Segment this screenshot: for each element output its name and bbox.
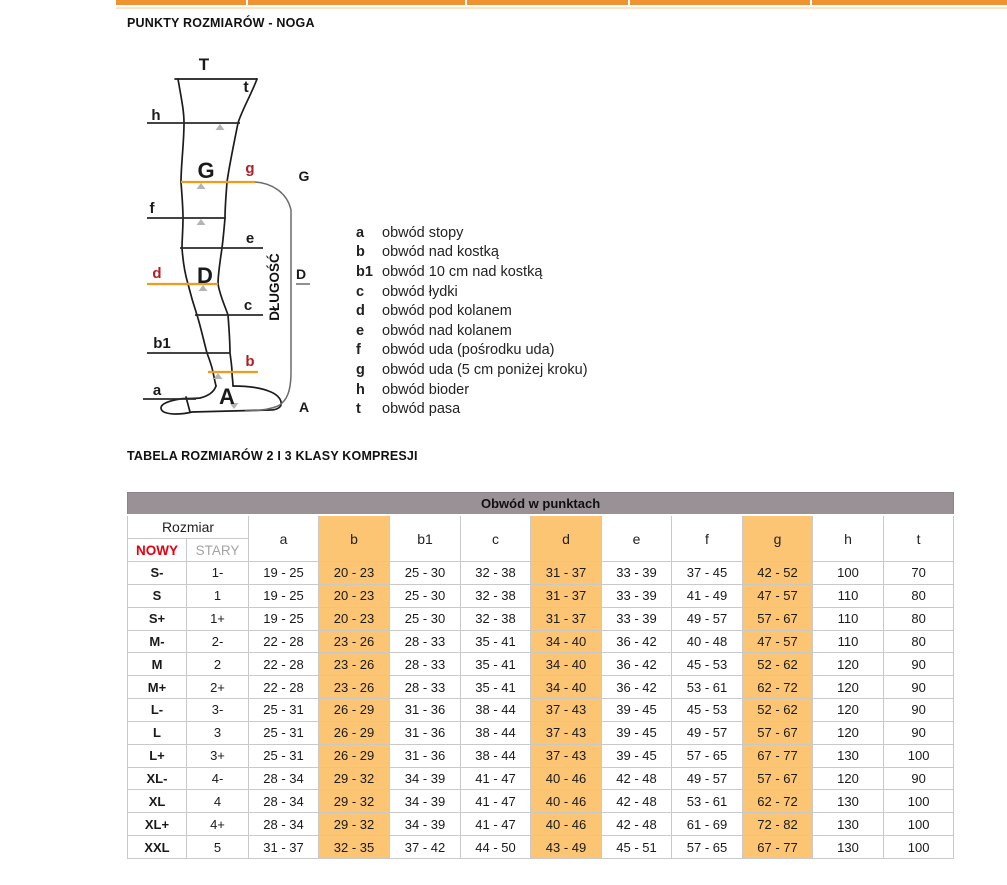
cell-h: 130 (813, 744, 884, 767)
cell-size-new: M (128, 653, 187, 676)
point-label-D: D (197, 263, 213, 288)
cell-b1: 34 - 39 (390, 790, 461, 813)
cell-size-old: 2- (187, 630, 249, 653)
cell-a: 28 - 34 (249, 790, 319, 813)
cell-size-old: 3- (187, 699, 249, 722)
length-axis-label: DŁUGOŚĆ (267, 253, 282, 321)
cell-a: 25 - 31 (249, 744, 319, 767)
cell-a: 31 - 37 (249, 836, 319, 859)
cell-size-old: 5 (187, 836, 249, 859)
point-label-G: G (197, 158, 215, 183)
legend-item (356, 380, 588, 400)
cell-e: 36 - 42 (602, 630, 672, 653)
cell-size-new: L+ (128, 744, 187, 767)
section-title-table: TABELA ROZMIARÓW 2 I 3 KLASY KOMPRESJI (127, 449, 418, 463)
cell-c: 44 - 50 (461, 836, 531, 859)
cell-c: 35 - 41 (461, 676, 531, 699)
legend-item (356, 243, 588, 263)
cell-c: 41 - 47 (461, 813, 531, 836)
cell-b1: 31 - 36 (390, 744, 461, 767)
cell-size-old: 1- (187, 562, 249, 585)
table-row (128, 699, 954, 722)
cell-t: 80 (884, 584, 954, 607)
cell-b1: 28 - 33 (390, 630, 461, 653)
legend-key: a (356, 224, 365, 241)
cell-t: 90 (884, 767, 954, 790)
cell-f: 61 - 69 (672, 813, 743, 836)
legend-item (356, 399, 588, 419)
cell-e: 33 - 39 (602, 584, 672, 607)
column-header-h: h (813, 515, 884, 562)
cell-d: 40 - 46 (531, 790, 602, 813)
legend-description: obwód bioder (382, 381, 470, 398)
legend-key: c (356, 283, 365, 300)
point-label-a: a (152, 382, 162, 399)
cell-size-old: 4+ (187, 813, 249, 836)
legend-list (356, 223, 588, 419)
cell-b1: 28 - 33 (390, 676, 461, 699)
cell-h: 130 (813, 836, 884, 859)
cell-a: 22 - 28 (249, 653, 319, 676)
cell-t: 90 (884, 653, 954, 676)
cell-b: 29 - 32 (319, 790, 390, 813)
cell-f: 53 - 61 (672, 676, 743, 699)
cell-size-new: XL (128, 790, 187, 813)
cell-e: 42 - 48 (602, 767, 672, 790)
table-row (128, 813, 954, 836)
legend-item (356, 301, 588, 321)
cell-d: 34 - 40 (531, 653, 602, 676)
cell-g: 67 - 77 (743, 744, 813, 767)
column-header-b1: b1 (390, 515, 461, 562)
cell-e: 39 - 45 (602, 744, 672, 767)
legend-item (356, 223, 588, 243)
point-label-h: h (151, 107, 161, 124)
cell-h: 130 (813, 790, 884, 813)
cell-a: 19 - 25 (249, 562, 319, 585)
cell-c: 35 - 41 (461, 630, 531, 653)
bracket-label-G: G (298, 168, 310, 184)
cell-f: 57 - 65 (672, 836, 743, 859)
point-label-t: t (243, 79, 249, 96)
cell-a: 22 - 28 (249, 630, 319, 653)
legend-description: obwód łydki (382, 283, 458, 300)
cell-g: 57 - 67 (743, 767, 813, 790)
cell-f: 40 - 48 (672, 630, 743, 653)
legend-item (356, 341, 588, 361)
table-row (128, 744, 954, 767)
size-column-header: Rozmiar (128, 515, 249, 539)
cell-g: 57 - 67 (743, 721, 813, 744)
cell-d: 31 - 37 (531, 562, 602, 585)
cell-t: 90 (884, 676, 954, 699)
leg-measurement-diagram (135, 55, 315, 420)
cell-e: 39 - 45 (602, 699, 672, 722)
cell-size-new: S+ (128, 607, 187, 630)
cell-size-old: 4 (187, 790, 249, 813)
cell-t: 90 (884, 699, 954, 722)
cell-size-old: 2+ (187, 676, 249, 699)
cell-h: 110 (813, 630, 884, 653)
cell-b: 26 - 29 (319, 744, 390, 767)
cell-h: 120 (813, 767, 884, 790)
legend-item (356, 360, 588, 380)
cell-d: 34 - 40 (531, 676, 602, 699)
cell-b1: 34 - 39 (390, 767, 461, 790)
cell-g: 62 - 72 (743, 790, 813, 813)
cell-b1: 34 - 39 (390, 813, 461, 836)
cell-size-new: XL+ (128, 813, 187, 836)
cell-b1: 25 - 30 (390, 562, 461, 585)
bracket-label-A: A (298, 399, 310, 415)
cell-e: 42 - 48 (602, 813, 672, 836)
cell-d: 40 - 46 (531, 767, 602, 790)
cell-f: 49 - 57 (672, 607, 743, 630)
cell-b: 23 - 26 (319, 630, 390, 653)
legend-description: obwód nad kostką (382, 244, 499, 261)
legend-description: obwód 10 cm nad kostką (382, 263, 543, 280)
column-header-c: c (461, 515, 531, 562)
cell-h: 120 (813, 653, 884, 676)
cell-g: 52 - 62 (743, 653, 813, 676)
nav-underline (116, 7, 1007, 9)
cell-b: 26 - 29 (319, 699, 390, 722)
cell-size-new: M- (128, 630, 187, 653)
cell-size-new: S- (128, 562, 187, 585)
cell-t: 80 (884, 607, 954, 630)
cell-f: 45 - 53 (672, 653, 743, 676)
cell-b: 26 - 29 (319, 721, 390, 744)
cell-c: 32 - 38 (461, 562, 531, 585)
legend-description: obwód pasa (382, 401, 461, 418)
column-header-e: e (602, 515, 672, 562)
cell-h: 120 (813, 721, 884, 744)
cell-a: 19 - 25 (249, 607, 319, 630)
cell-g: 42 - 52 (743, 562, 813, 585)
cell-e: 36 - 42 (602, 676, 672, 699)
cell-b1: 37 - 42 (390, 836, 461, 859)
cell-size-new: L- (128, 699, 187, 722)
cell-g: 47 - 57 (743, 584, 813, 607)
table-row (128, 767, 954, 790)
nav-tab-segment-3[interactable] (467, 0, 628, 5)
column-header-new: NOWY (128, 539, 187, 562)
cell-f: 49 - 57 (672, 721, 743, 744)
cell-b: 23 - 26 (319, 653, 390, 676)
cell-d: 37 - 43 (531, 744, 602, 767)
cell-a: 25 - 31 (249, 721, 319, 744)
cell-c: 32 - 38 (461, 584, 531, 607)
cell-g: 57 - 67 (743, 607, 813, 630)
cell-b1: 25 - 30 (390, 584, 461, 607)
table-row (128, 562, 954, 585)
size-table (127, 492, 954, 859)
table-subheader-row (128, 515, 954, 539)
column-header-old: STARY (187, 539, 249, 562)
cell-t: 100 (884, 813, 954, 836)
point-label-c: c (243, 297, 253, 314)
nav-tab-segment-5[interactable] (812, 0, 1007, 5)
cell-g: 52 - 62 (743, 699, 813, 722)
cell-t: 100 (884, 744, 954, 767)
column-header-a: a (249, 515, 319, 562)
legend-description: obwód nad kolanem (382, 322, 512, 339)
cell-a: 28 - 34 (249, 813, 319, 836)
table-row (128, 607, 954, 630)
table-row (128, 836, 954, 859)
legend-description: obwód pod kolanem (382, 303, 512, 320)
cell-b: 29 - 32 (319, 767, 390, 790)
cell-g: 62 - 72 (743, 676, 813, 699)
table-row (128, 676, 954, 699)
cell-b: 20 - 23 (319, 584, 390, 607)
cell-size-old: 4- (187, 767, 249, 790)
column-header-d: d (531, 515, 602, 562)
cell-c: 32 - 38 (461, 607, 531, 630)
cell-t: 100 (884, 790, 954, 813)
cell-d: 37 - 43 (531, 721, 602, 744)
legend-key: d (356, 303, 365, 320)
cell-size-old: 3 (187, 721, 249, 744)
cell-b: 20 - 23 (319, 607, 390, 630)
cell-g: 47 - 57 (743, 630, 813, 653)
cell-e: 33 - 39 (602, 562, 672, 585)
table-caption-row (128, 493, 954, 516)
point-label-d: d (152, 265, 162, 282)
legend-description: obwód stopy (382, 224, 464, 241)
cell-b1: 25 - 30 (390, 607, 461, 630)
size-table-body (128, 562, 954, 859)
cell-h: 110 (813, 584, 884, 607)
table-row (128, 584, 954, 607)
cell-d: 40 - 46 (531, 813, 602, 836)
bracket-label-D: D (295, 266, 307, 282)
cell-size-old: 1 (187, 584, 249, 607)
legend-description: obwód uda (pośrodku uda) (382, 342, 555, 359)
cell-b: 23 - 26 (319, 676, 390, 699)
column-header-b: b (319, 515, 390, 562)
cell-g: 72 - 82 (743, 813, 813, 836)
cell-h: 120 (813, 699, 884, 722)
legend-key: g (356, 361, 365, 378)
legend-item (356, 282, 588, 302)
cell-t: 80 (884, 630, 954, 653)
cell-c: 38 - 44 (461, 721, 531, 744)
cell-b1: 31 - 36 (390, 721, 461, 744)
cell-e: 33 - 39 (602, 607, 672, 630)
column-header-g: g (743, 515, 813, 562)
legend-key: f (356, 342, 361, 359)
cell-size-old: 1+ (187, 607, 249, 630)
table-row (128, 721, 954, 744)
legend-key: h (356, 381, 365, 398)
cell-f: 45 - 53 (672, 699, 743, 722)
cell-b: 29 - 32 (319, 813, 390, 836)
nav-tab-segment-4[interactable] (630, 0, 810, 5)
cell-f: 57 - 65 (672, 744, 743, 767)
cell-b: 32 - 35 (319, 836, 390, 859)
cell-c: 38 - 44 (461, 699, 531, 722)
cell-d: 31 - 37 (531, 584, 602, 607)
cell-t: 70 (884, 562, 954, 585)
point-label-b: b (245, 353, 255, 370)
cell-a: 22 - 28 (249, 676, 319, 699)
cell-h: 100 (813, 562, 884, 585)
nav-tab-segment-1[interactable] (116, 0, 246, 5)
cell-f: 53 - 61 (672, 790, 743, 813)
table-row (128, 790, 954, 813)
cell-h: 120 (813, 676, 884, 699)
cell-d: 43 - 49 (531, 836, 602, 859)
point-label-f: f (149, 200, 155, 217)
point-labels (150, 55, 255, 409)
column-header-t: t (884, 515, 954, 562)
cell-e: 36 - 42 (602, 653, 672, 676)
cell-d: 37 - 43 (531, 699, 602, 722)
table-row (128, 630, 954, 653)
legend-item (356, 321, 588, 341)
section-title-points: PUNKTY ROZMIARÓW - NOGA (127, 16, 315, 30)
cell-h: 110 (813, 607, 884, 630)
legend-item (356, 262, 588, 282)
cell-a: 28 - 34 (249, 767, 319, 790)
cell-a: 25 - 31 (249, 699, 319, 722)
cell-b: 20 - 23 (319, 562, 390, 585)
cell-size-new: M+ (128, 676, 187, 699)
cell-c: 41 - 47 (461, 767, 531, 790)
legend-key: t (356, 401, 361, 418)
cell-f: 41 - 49 (672, 584, 743, 607)
point-label-b1: b1 (153, 335, 171, 352)
table-caption: Obwód w punktach (128, 493, 954, 516)
cell-c: 35 - 41 (461, 653, 531, 676)
point-label-e: e (245, 230, 255, 247)
cell-g: 67 - 77 (743, 836, 813, 859)
cell-size-old: 2 (187, 653, 249, 676)
table-row (128, 653, 954, 676)
legend-key: e (356, 322, 365, 339)
cell-size-new: XXL (128, 836, 187, 859)
cell-c: 38 - 44 (461, 744, 531, 767)
cell-c: 41 - 47 (461, 790, 531, 813)
cell-e: 42 - 48 (602, 790, 672, 813)
column-header-f: f (672, 515, 743, 562)
cell-t: 100 (884, 836, 954, 859)
cell-d: 31 - 37 (531, 607, 602, 630)
point-label-A: A (219, 384, 235, 409)
cell-size-new: S (128, 584, 187, 607)
nav-tab-segment-2[interactable] (248, 0, 465, 5)
cell-d: 34 - 40 (531, 630, 602, 653)
point-label-T: T (198, 55, 210, 74)
legend-description: obwód uda (5 cm poniżej kroku) (382, 361, 588, 378)
cell-b1: 31 - 36 (390, 699, 461, 722)
cell-a: 19 - 25 (249, 584, 319, 607)
cell-b1: 28 - 33 (390, 653, 461, 676)
point-label-g: g (245, 160, 255, 177)
cell-h: 130 (813, 813, 884, 836)
legend-key: b1 (356, 263, 373, 280)
cell-f: 49 - 57 (672, 767, 743, 790)
legend-key: b (356, 244, 365, 261)
bracket-labels (296, 168, 310, 415)
cell-t: 90 (884, 721, 954, 744)
cell-size-new: XL- (128, 767, 187, 790)
cell-e: 45 - 51 (602, 836, 672, 859)
cell-size-old: 3+ (187, 744, 249, 767)
cell-f: 37 - 45 (672, 562, 743, 585)
cell-size-new: L (128, 721, 187, 744)
cell-e: 39 - 45 (602, 721, 672, 744)
